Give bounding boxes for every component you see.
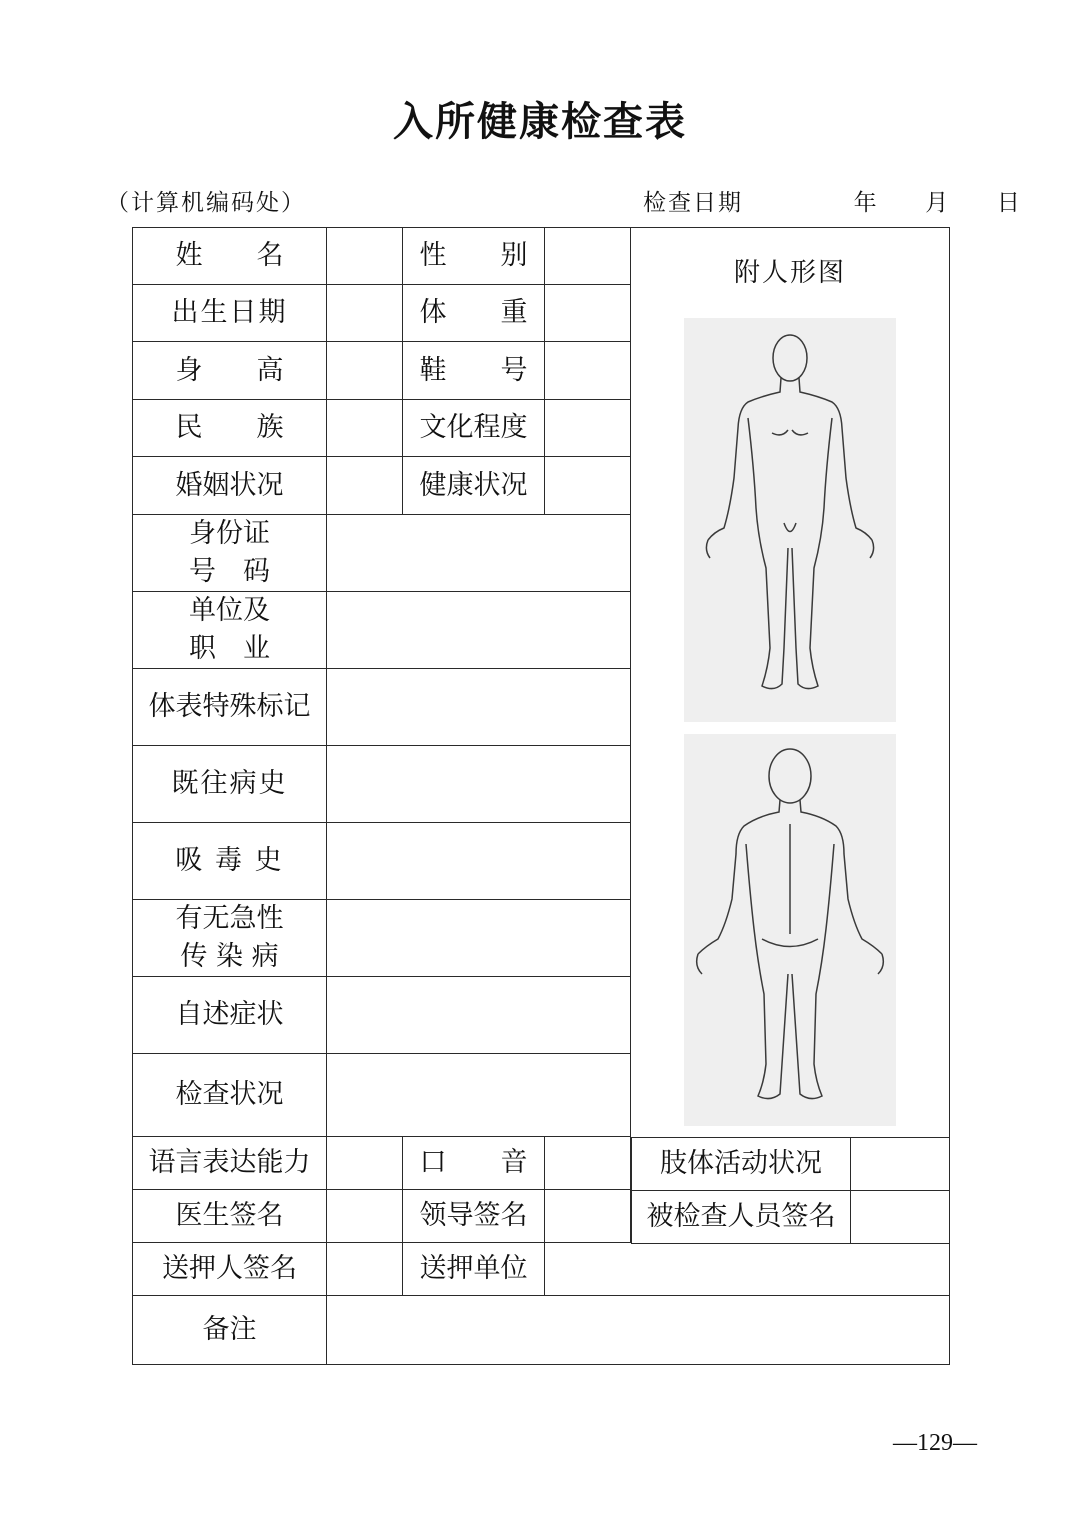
shoe-size-label: 鞋 号 [403,342,545,400]
doctor-signature-label: 医生签名 [133,1190,327,1243]
infectious-disease-label [133,900,327,977]
day-label: 日 [996,190,1022,216]
symptoms-value[interactable] [327,977,631,1054]
language-ability-value[interactable] [327,1137,403,1190]
height-label: 身 高 [133,342,327,400]
leader-signature-value[interactable] [545,1190,631,1243]
marital-status-value[interactable] [327,457,403,515]
health-status-value[interactable] [545,457,631,515]
drug-history-value[interactable] [327,823,631,900]
shoe-size-value[interactable] [545,342,631,400]
weight-label: 体 重 [403,285,545,342]
month-label: 月 [925,190,951,216]
education-label: 文化程度 [403,400,545,457]
ethnicity-label: 民 族 [133,400,327,457]
drug-history-label: 吸 毒 史 [133,823,327,900]
medical-history-label: 既往病史 [133,746,327,823]
examinee-signature-value[interactable] [851,1191,950,1244]
body-marks-label: 体表特殊标记 [133,669,327,746]
health-status-label: 健康状况 [403,457,545,515]
infectious-label-line1: 有无急性 [175,903,284,934]
work-label-line1: 单位及 [189,595,270,626]
right-signature-table [631,1137,950,1244]
computer-code-label: （计算机编码处） [106,190,306,216]
language-ability-label: 语言表达能力 [133,1137,327,1190]
education-value[interactable] [545,400,631,457]
infectious-label-line2: 传 染 病 [180,941,279,972]
id-number-label-line2: 号 码 [189,556,270,587]
exam-date-line [643,184,1022,217]
leader-signature-label: 领导签名 [403,1190,545,1243]
exam-status-value[interactable] [327,1054,631,1137]
birth-date-label: 出生日期 [133,285,327,342]
escort-unit-label: 送押单位 [403,1243,545,1296]
gender-label: 性 别 [403,228,545,285]
accent-value[interactable] [545,1137,631,1190]
work-label-line2: 职 业 [189,633,270,664]
height-value[interactable] [327,342,403,400]
name-label: 姓 名 [133,228,327,285]
human-front-icon [684,318,896,722]
ethnicity-value[interactable] [327,400,403,457]
infectious-disease-value[interactable] [327,900,631,977]
page-number: —129— [893,1430,977,1456]
limb-activity-label: 肢体活动状况 [632,1138,851,1191]
id-number-value[interactable] [327,515,631,592]
human-back-icon [684,734,896,1126]
symptoms-label: 自述症状 [133,977,327,1054]
escort-signature-label: 送押人签名 [133,1243,327,1296]
marital-status-label: 婚姻状况 [133,457,327,515]
accent-label: 口 音 [403,1137,545,1190]
escort-unit-value[interactable] [545,1243,950,1296]
year-label: 年 [853,190,879,216]
id-number-label-line1: 身份证 [189,518,270,549]
escort-signature-value[interactable] [327,1243,403,1296]
body-marks-value[interactable] [327,669,631,746]
exam-date-label: 检查日期 [643,190,743,216]
work-label [133,592,327,669]
work-value[interactable] [327,592,631,669]
medical-history-value[interactable] [327,746,631,823]
remarks-label: 备注 [133,1296,327,1365]
id-number-label [133,515,327,592]
weight-value[interactable] [545,285,631,342]
body-figure-title: 附人形图 [733,258,846,288]
exam-status-label: 检查状况 [133,1054,327,1137]
body-figure-cell [631,228,950,1243]
doctor-signature-value[interactable] [327,1190,403,1243]
gender-value[interactable] [545,228,631,285]
remarks-value[interactable] [327,1296,950,1365]
limb-activity-value[interactable] [851,1138,950,1191]
examinee-signature-label: 被检查人员签名 [632,1191,851,1244]
birth-date-value[interactable] [327,285,403,342]
name-value[interactable] [327,228,403,285]
form-title: 入所健康检查表 [393,98,687,145]
